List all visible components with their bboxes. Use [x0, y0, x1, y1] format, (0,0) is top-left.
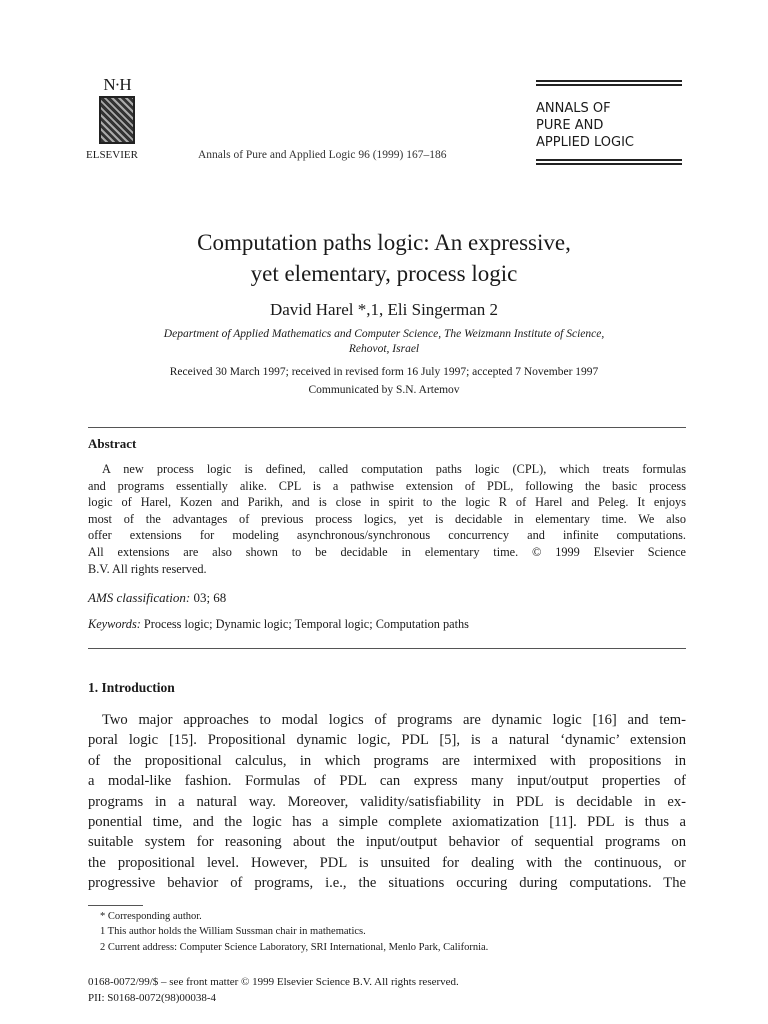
abstract-line: offer extensions for modeling asynchronous/synchronous concurrency and infinite computations.	[88, 528, 686, 542]
footnote: 2 Current address: Computer Science Laboratory, SRI International, Menlo Park, California.	[100, 942, 489, 953]
body-line: a modal-like fashion. Formulas of PDL can express many input/output properties of	[88, 773, 686, 790]
publisher-name: ELSEVIER	[86, 149, 138, 161]
abstract-line: A new process logic is defined, called computation paths logic (CPL), which treats formulas	[102, 462, 686, 476]
body-line: programs in a natural way. Moreover, validity/satisfiability in PDL is decidable in ex-	[88, 793, 686, 810]
publisher-logo	[94, 76, 140, 146]
divider	[88, 427, 686, 428]
journal-name-block	[536, 80, 682, 167]
paper-title-line: Computation paths logic: An expressive,	[197, 230, 571, 255]
journal-name-line: PURE AND	[536, 118, 604, 133]
abstract-heading: Abstract	[88, 436, 137, 451]
ams-label: AMS classification:	[88, 590, 191, 605]
journal-name-line: APPLIED LOGIC	[536, 135, 635, 150]
abstract-line: logic of Harel, Kozen and Parikh, and is close in spirit to the logic R of Harel and Peleg. It enjoys	[88, 495, 686, 509]
body-line: the propositional level. However, PDL is unsuited for dealing with the continuous, or	[88, 854, 686, 871]
abstract-line: All extensions are also shown to be decidable in elementary time. © 1999 Elsevier Science	[88, 545, 686, 559]
footnote: 1 This author holds the William Sussman chair in mathematics.	[100, 926, 366, 937]
divider	[88, 648, 686, 649]
journal-citation: Annals of Pure and Applied Logic 96 (1999) 167–186	[198, 149, 447, 161]
paper-title-line: yet elementary, process logic	[250, 261, 518, 286]
footnote: * Corresponding author.	[100, 911, 202, 922]
ams-classification	[88, 590, 686, 606]
journal-name-line: ANNALS OF	[536, 101, 611, 116]
body-line: poral logic [15]. Propositional dynamic logic, PDL [5], is a natural ‘dynamic’ extension	[88, 732, 686, 749]
abstract-line: B.V. All rights reserved.	[88, 562, 207, 576]
communicated-by: Communicated by S.N. Artemov	[308, 384, 460, 396]
body-line: Two major approaches to modal logics of programs are dynamic logic [16] and tem-	[102, 712, 686, 728]
abstract-line: most of the advantages of previous process logics, yet is decidable in elementary time. We also	[88, 512, 686, 526]
logo-text: N·H	[103, 75, 131, 94]
section-heading: 1. Introduction	[88, 680, 175, 695]
body-line: suitable system for reasoning about the input/output behavior of sequential programs on	[88, 834, 686, 851]
footnote-rule	[88, 905, 143, 906]
abstract-line: and programs essentially alike. CPL is a pathwise extension of PDL, following the basic process	[88, 479, 686, 493]
keywords-label: Keywords:	[88, 617, 141, 631]
keywords-value: Process logic; Dynamic logic; Temporal logic; Computation paths	[140, 617, 469, 631]
affiliation-line: Department of Applied Mathematics and Computer Science, The Weizmann Institute of Science,	[163, 328, 605, 340]
copyright-line: 0168-0072/99/$ – see front matter © 1999 Elsevier Science B.V. All rights reserved.	[88, 976, 459, 988]
received-dates: Received 30 March 1997; received in revised form 16 July 1997; accepted 7 November 1997	[169, 366, 599, 378]
affiliation-line: Rehovot, Israel	[348, 343, 420, 355]
authors: David Harel *,1, Eli Singerman 2	[269, 300, 499, 319]
keywords	[88, 617, 686, 632]
body-line: of the propositional calculus, in which programs are intermixed with propositions in	[88, 752, 686, 769]
crest-icon	[99, 96, 135, 144]
ams-value: 03; 68	[190, 590, 227, 605]
pii-line: PII: S0168-0072(98)00038-4	[88, 992, 217, 1004]
body-line: ponential time, and the logic has a simple complete axiomatization [11]. PDL is thus a	[88, 814, 686, 830]
body-line: progressive behavior of programs, i.e., the situations occuring during computations. The	[88, 875, 686, 892]
